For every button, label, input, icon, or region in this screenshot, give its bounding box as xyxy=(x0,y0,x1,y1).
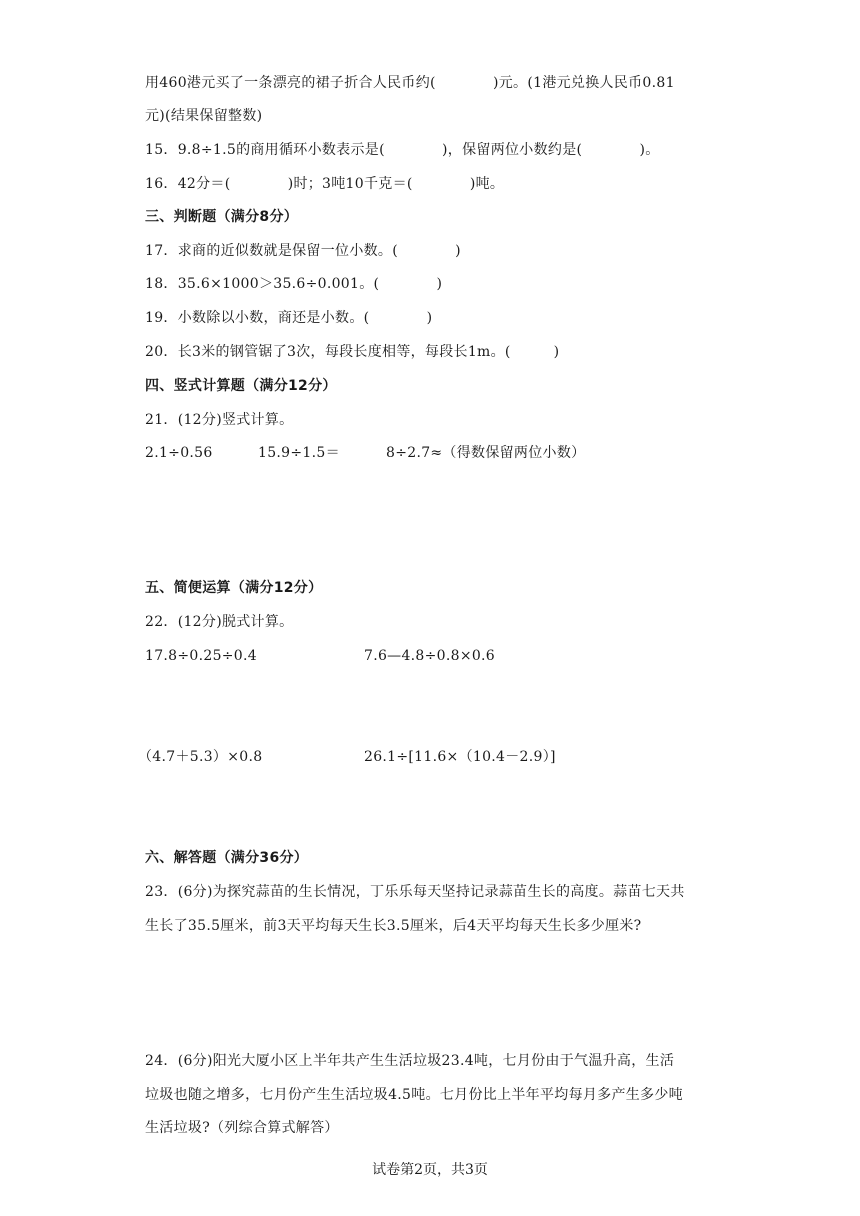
question-24-line3: 生活垃圾?（列综合算式解答） xyxy=(145,1120,339,1136)
q22-item-2: 7.6—4.8÷0.8×0.6 xyxy=(364,648,496,664)
q21-item-1: 2.1÷0.56 xyxy=(145,445,213,461)
question-17: 17．求商的近似数就是保留一位小数。( ) xyxy=(145,243,461,259)
question-19: 19．小数除以小数，商还是小数。( ) xyxy=(145,310,433,326)
question-22-title: 22．(12分)脱式计算。 xyxy=(145,614,294,630)
q14-continued-line1: 用460港元买了一条漂亮的裙子折合人民币约( )元。(1港元兑换人民币0.81 xyxy=(145,75,675,91)
question-18: 18．35.6×1000＞35.6÷0.001。( ) xyxy=(145,276,443,292)
question-21-title: 21．(12分)竖式计算。 xyxy=(145,412,294,428)
question-16: 16．42分＝( )时；3吨10千克＝( )吨。 xyxy=(145,176,505,192)
question-15: 15．9.8÷1.5的商用循环小数表示是( )，保留两位小数约是( )。 xyxy=(145,142,660,158)
question-24-line2: 垃圾也随之增多，七月份产生生活垃圾4.5吨。七月份比上半年平均每月多产生多少吨 xyxy=(145,1087,683,1103)
q14-continued-line2: 元)(结果保留整数) xyxy=(145,108,263,124)
q22-item-3: （4.7＋5.3）×0.8 xyxy=(138,749,263,765)
q21-item-3: 8÷2.7≈（得数保留两位小数） xyxy=(386,445,586,461)
q22-item-4: 26.1÷[11.6×（10.4－2.9）] xyxy=(364,749,556,765)
question-20: 20．长3米的钢管锯了3次，每段长度相等，每段长1m。( ) xyxy=(145,344,560,360)
q22-item-1: 17.8÷0.25÷0.4 xyxy=(145,648,257,664)
q21-item-2: 15.9÷1.5＝ xyxy=(258,445,340,461)
page-footer: 试卷第2页，共3页 xyxy=(372,1162,488,1178)
section-heading-simplify: 五、简便运算（满分12分） xyxy=(145,580,323,596)
section-heading-vertical-calc: 四、竖式计算题（满分12分） xyxy=(145,378,337,394)
question-23-line1: 23．(6分)为探究蒜苗的生长情况，丁乐乐每天坚持记录蒜苗生长的高度。蒜苗七天共 xyxy=(145,884,685,900)
section-heading-judgment: 三、判断题（满分8分） xyxy=(145,209,299,225)
section-heading-word-problems: 六、解答题（满分36分） xyxy=(145,850,309,866)
question-23-line2: 生长了35.5厘米，前3天平均每天生长3.5厘米，后4天平均每天生长多少厘米? xyxy=(145,918,642,934)
question-24-line1: 24．(6分)阳光大厦小区上半年共产生生活垃圾23.4吨，七月份由于气温升高，生活 xyxy=(145,1053,675,1069)
